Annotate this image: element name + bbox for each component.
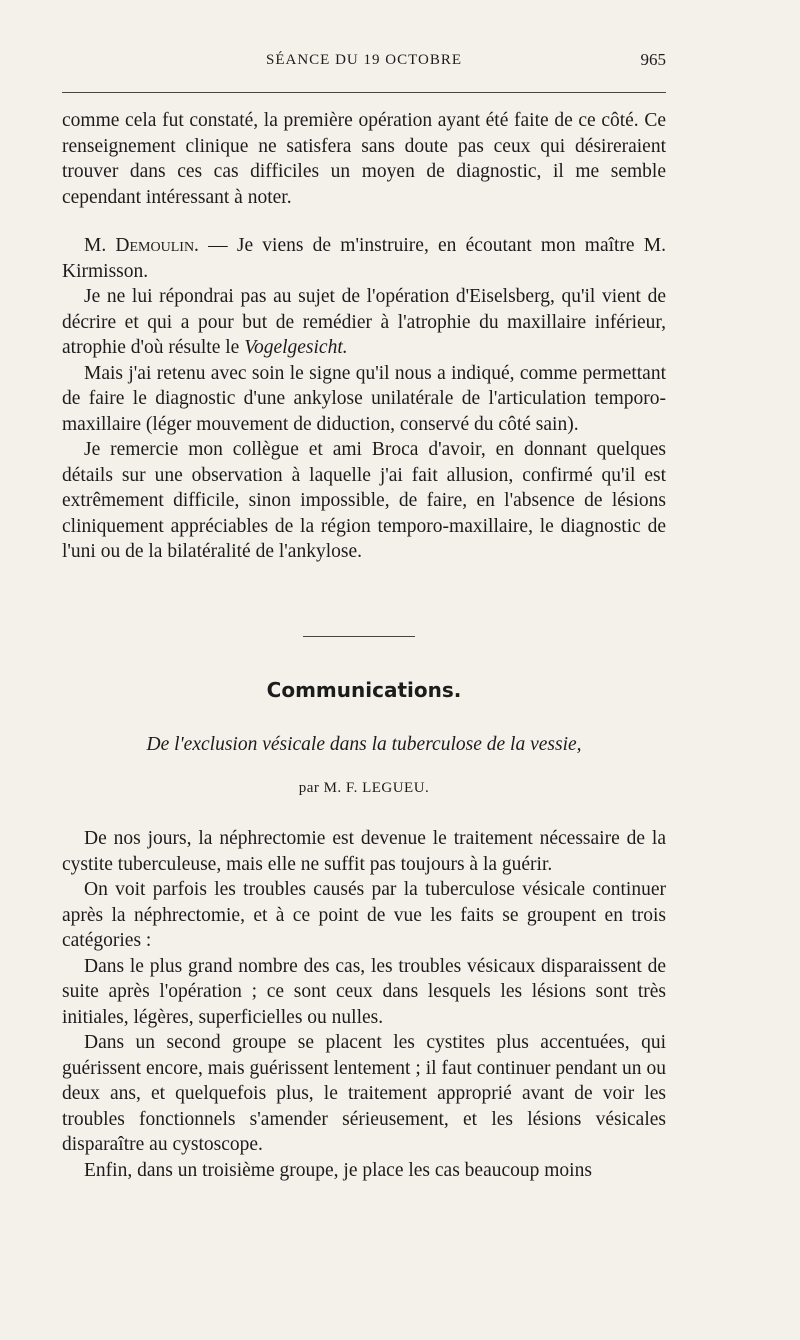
paragraph: Dans un second groupe se placent les cystites plus accentuées, qui guérissent encore, mais guérissent lentement ; il faut continuer pendant un ou deux ans, et quelquefois plus, le traitement approprié avant de voir les troubles fonctionnels s'amender sérieusement, et les lésions vésicales disparaître au cystoscope. [62, 1032, 666, 1155]
speaker-name: M. Demoulin. [84, 235, 199, 256]
section-heading: Communications. [266, 678, 462, 702]
running-header [62, 48, 666, 78]
paragraph: Je remercie mon collègue et ami Broca d'avoir, en donnant quelques détails sur une observation à laquelle j'ai fait allusion, confirmé qu'il est extrêmement difficile, sinon impossible, de faire, en l'absence de lésions cliniquement appréciables de la région temporo-maxillaire, le diagnostic de l'uni ou de la bilatéralité de l'ankylose. [62, 439, 666, 562]
article-byline: par M. F. LEGUEU. [298, 780, 430, 796]
paragraph [62, 233, 666, 284]
paragraph [62, 284, 666, 361]
demoulin-block [62, 233, 666, 565]
paragraph-text: Je ne lui répondrai pas au sujet de l'opération d'Eiselsberg, qu'il vient de décrire et qui a pour but de remédier à l'atrophie du maxillaire inférieur, atrophie d'où résulte le [62, 286, 666, 358]
section-separator [303, 636, 415, 637]
paragraph: On voit parfois les troubles causés par la tuberculose vésicale continuer après la néphrectomie, et à ce point de vue les faits se groupent en trois catégories : [62, 879, 666, 951]
paragraph: De nos jours, la néphrectomie est devenue le traitement nécessaire de la cystite tuberculeuse, mais elle ne suffit pas toujours à la guérir. [62, 828, 666, 875]
speaker-intro: — Je viens de m'instruire, en écoutant mon maître M. Kirmisson. [62, 235, 667, 282]
paragraph: comme cela fut constaté, la première opération ayant été faite de ce côté. Ce renseignement clinique ne satisfera sans doute pas ceux qui désireraient trouver dans ces cas difficiles un moyen de diagnostic, il me semble cependant intéressant à noter. [62, 110, 666, 208]
article-body [62, 826, 666, 1183]
top-text-block [62, 108, 666, 210]
header-rule [62, 92, 666, 93]
italic-term: Vogelgesicht. [244, 337, 348, 358]
running-title: SÉANCE DU 19 OCTOBRE [266, 52, 462, 68]
page-number: 965 [640, 50, 666, 69]
paragraph: Dans le plus grand nombre des cas, les troubles vésicaux disparaissent de suite après l'opération ; ce sont ceux dans lesquels les lésions sont très initiales, légères, superficielles ou nulles. [62, 955, 666, 1028]
paragraph: Mais j'ai retenu avec soin le signe qu'il nous a indiqué, comme permettant de faire le diagnostic d'une ankylose unilatérale de l'articulation temporo-maxillaire (léger mouvement de diduction, conservé du côté sain). [62, 362, 666, 435]
paragraph: Enfin, dans un troisième groupe, je place les cas beaucoup moins [84, 1159, 592, 1181]
article-title: De l'exclusion vésicale dans la tuberculose de la vessie, [146, 734, 582, 755]
